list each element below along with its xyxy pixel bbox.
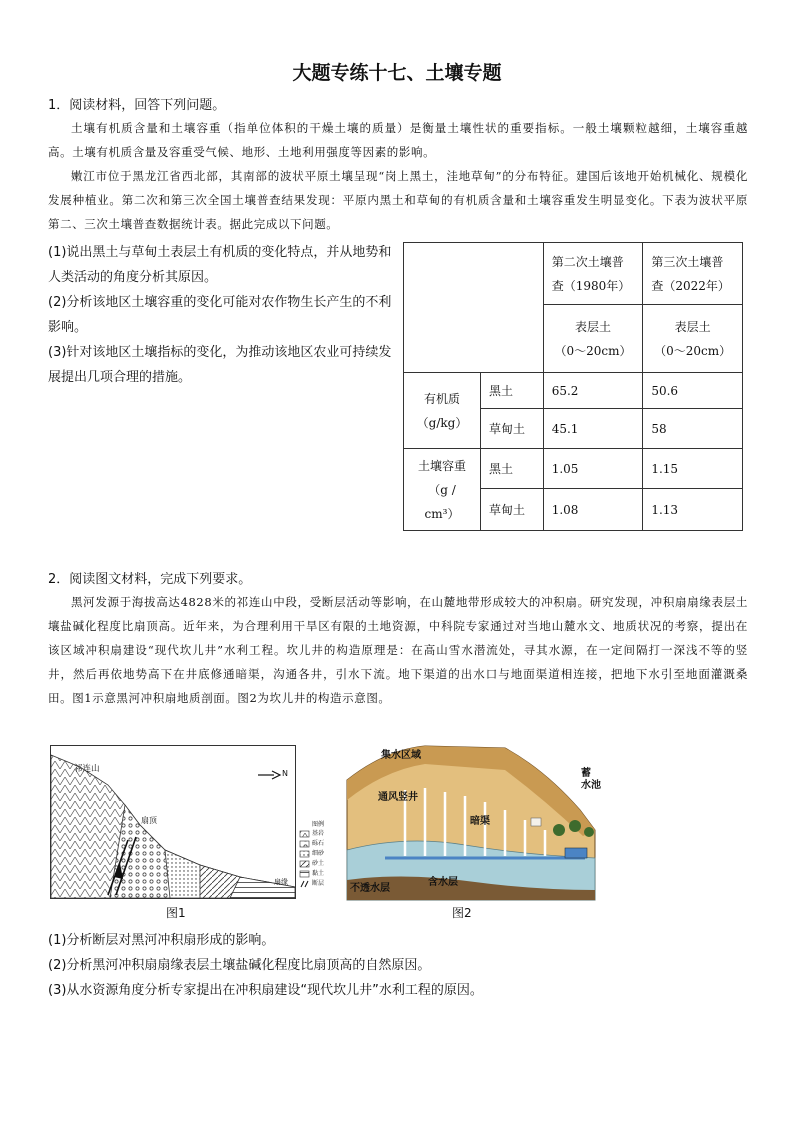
q1-paragraph-2: 嫩江市位于黑龙江省西北部，其南部的波状平原土壤呈现“岗上黑土，洼地草甸”的分布特征。建国后该地开始机械化、规模化发展种植业。第二次和第三次全国土壤普查结果发现：平原内黑土和草甸的有机质含量和土壤容重发生明显变化。下表为波状平原第二、三次土壤普查数据统计表。据此完成以下问题。	[48, 169, 748, 231]
table-row-label: 黑土	[481, 449, 544, 489]
fig2-pool-label: 蓄 水池	[581, 768, 601, 791]
page-title: 大题专练十七、土壤专题	[292, 62, 502, 84]
fig2-shaft-label: 通风竖井	[378, 792, 418, 803]
fig2-impermeable-label: 不透水层	[350, 883, 390, 894]
q2-questions	[48, 928, 748, 1003]
soil-survey-table	[403, 242, 743, 531]
fig1-legend-title: 图例	[312, 821, 325, 828]
table-organic-label: 有机质 （g/kg）	[404, 373, 481, 449]
table-layer-1980: 表层土 （0～20cm）	[543, 305, 643, 373]
table-density-label: 土壤容重 （g / cm³）	[404, 449, 481, 531]
table-cell: 1.08	[543, 489, 643, 531]
q2-sub-question-3: (3)从水资源角度分析专家提出在冲积扇建设“现代坎儿井”水利工程的原因。	[48, 983, 483, 998]
question-1-heading: 1．阅读材料，回答下列问题。	[48, 98, 226, 113]
legend-bedrock-swatch	[300, 831, 309, 837]
legend-sandy-soil-swatch	[300, 861, 309, 867]
legend-clay-swatch	[300, 871, 309, 877]
fig2-catchment-label: 集水区域	[381, 750, 421, 761]
table-layer-2022: 表层土 （0～20cm）	[643, 305, 743, 373]
legend-gravel-swatch	[300, 841, 309, 847]
question-2-heading: 2．阅读图文材料，完成下列要求。	[48, 572, 252, 587]
legend-fine-sand: 细砂	[312, 850, 325, 857]
fig1-mountain-label: 祁连山	[74, 764, 100, 774]
fig1-fan-edge-label: 扇缘	[274, 878, 288, 886]
table-row-label: 黑土	[481, 373, 544, 409]
fig2-aquifer-label: 含水层	[428, 877, 458, 888]
legend-clay: 黏土	[312, 870, 325, 877]
fig1-caption: 图1	[166, 906, 186, 920]
legend-fault-swatch	[301, 881, 308, 887]
q2-paragraph-1: 黑河发源于海拔高达4828米的祁连山中段，受断层活动等影响，在山麓地带形成较大的冲积扇。研究发现，冲积扇扇缘表层土壤盐碱化程度比扇顶高。近年来，为合理利用干旱区有限的土地资源，中科院专家通过对当地山麓水文、地质状况的考察，提出在该区域冲积扇建设“现代坎儿井”水利工程。坎儿井的构造原理是：在高山雪水潜流处，寻其水源，在一定间隔打一深浅不等的竖井，然后再依地势高下在井底修通暗渠，沟通各井，引水下流。地下渠道的出水口与地面渠道相连接，把地下水引至地面灌溉桑田。图1示意黑河冲积扇地质剖面。图2为坎儿井的构造示意图。	[48, 595, 748, 705]
table-header-2022: 第三次土壤普查（2022年）	[643, 243, 743, 305]
q1-sub-question-2: (2)分析该地区土壤容重的变化可能对农作物生长产生的不利影响。	[48, 295, 392, 335]
legend-gravel: 砾石	[312, 840, 325, 847]
q1-paragraph-1: 土壤有机质含量和土壤容重（指单位体积的干燥土壤的质量）是衡量土壤性状的重要指标。一般土壤颗粒越细，土壤容重越高。土壤有机质含量及容重受气候、地形、土地利用强度等因素的影响。	[48, 121, 748, 159]
fig1-north-label: N	[282, 769, 288, 778]
legend-sandy-soil: 砂土	[312, 860, 325, 867]
fig1-fan-top-label: 扇顶	[141, 816, 157, 825]
q2-sub-question-1: (1)分析断层对黑河冲积扇形成的影响。	[48, 933, 275, 948]
q1-sub-question-3: (3)针对该地区土壤指标的变化，为推动该地区农业可持续发展提出几项合理的措施。	[48, 345, 392, 385]
table-cell: 45.1	[543, 409, 643, 449]
fig1-legend	[312, 829, 324, 889]
table-row-label: 草甸土	[481, 409, 544, 449]
table-corner-cell	[404, 243, 544, 373]
q1-sub-question-1: (1)说出黑土与草甸土表层土有机质的变化特点，并从地势和人类活动的角度分析其原因。	[48, 245, 392, 285]
fig2-caption: 图2	[452, 906, 472, 920]
legend-fault: 断层	[312, 880, 325, 887]
legend-bedrock: 基岩	[312, 830, 325, 837]
q1-questions	[48, 240, 394, 390]
fig2-canal-label: 暗渠	[470, 816, 490, 827]
table-cell: 50.6	[643, 373, 743, 409]
legend-fine-sand-swatch	[300, 851, 309, 857]
table-header-1980: 第二次土壤普查（1980年）	[543, 243, 643, 305]
table-cell: 1.05	[543, 449, 643, 489]
table-cell: 65.2	[543, 373, 643, 409]
q2-sub-question-2: (2)分析黑河冲积扇扇缘表层土壤盐碱化程度比扇顶高的自然原因。	[48, 958, 431, 973]
table-cell: 58	[643, 409, 743, 449]
table-cell: 1.13	[643, 489, 743, 531]
table-cell: 1.15	[643, 449, 743, 489]
table-row-label: 草甸土	[481, 489, 544, 531]
